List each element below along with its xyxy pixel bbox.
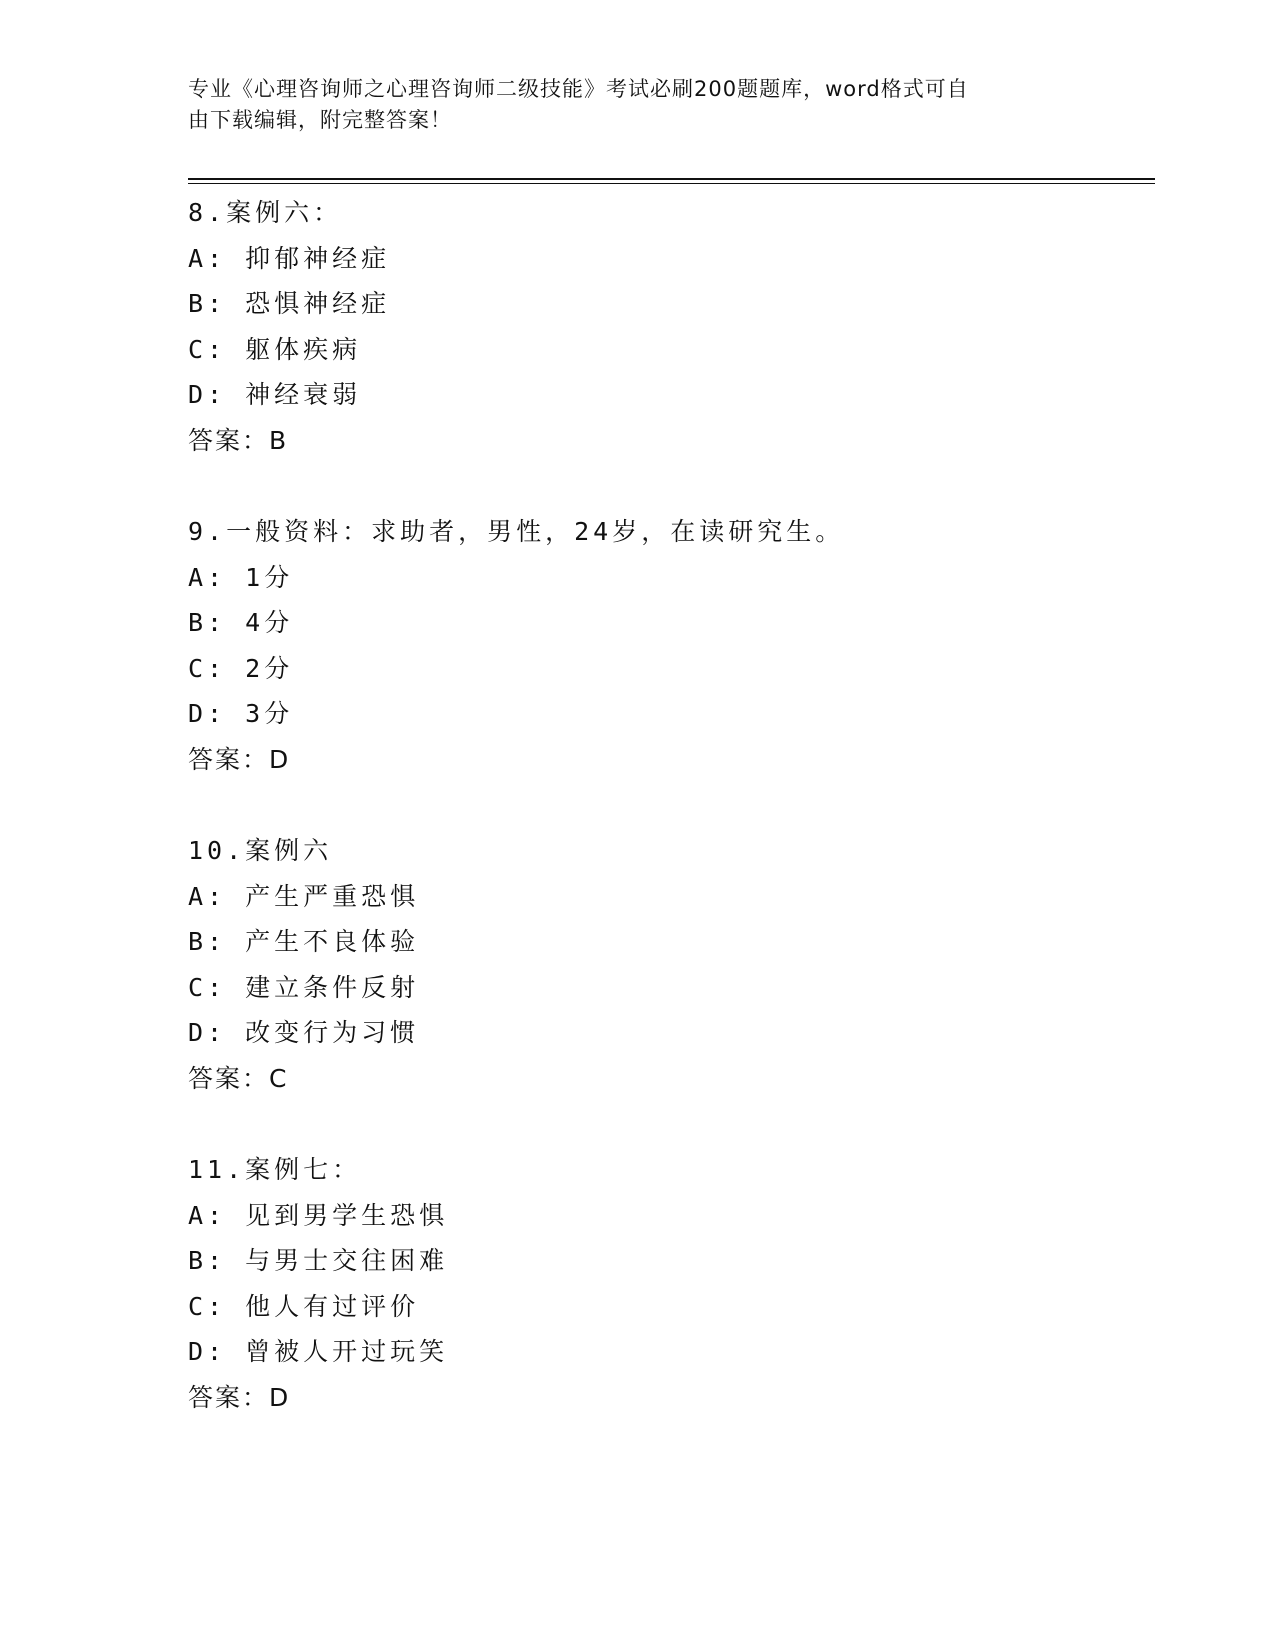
option-b: B: 4分 [188,608,294,637]
question-stem: 10.案例六 [188,836,333,865]
question-list [188,190,1148,1466]
question-item [188,828,1148,1101]
option-d: D: 神经衰弱 [188,380,362,409]
option-d: D: 曾被人开过玩笑 [188,1337,449,1366]
header-divider-thick [188,178,1155,180]
option-a: A: 见到男学生恐惧 [188,1200,449,1230]
question-stem: 11.案例七： [188,1155,362,1184]
option-b: B: 恐惧神经症 [188,289,391,318]
answer-line: 答案：D [188,1382,291,1412]
question-item [188,509,1148,782]
header-line-2: 由下载编辑，附完整答案！ [188,108,452,132]
question-item [188,190,1148,463]
answer-line: 答案：D [188,744,291,774]
option-a: A: 产生严重恐惧 [188,881,420,911]
option-d: D: 3分 [188,699,294,728]
answer-line: 答案：B [188,425,289,455]
option-c: C: 躯体疾病 [188,334,362,364]
header-divider-thin [188,183,1155,184]
question-stem: 9.一般资料：求助者，男性，24岁，在读研究生。 [188,517,845,546]
document-header [188,74,1058,136]
question-item [188,1147,1148,1420]
option-b: B: 与男士交往困难 [188,1246,449,1275]
option-c: C: 他人有过评价 [188,1291,420,1321]
option-a: A: 抑郁神经症 [188,243,391,273]
option-d: D: 改变行为习惯 [188,1018,420,1047]
option-a: A: 1分 [188,562,294,592]
header-line-1: 专业《心理咨询师之心理咨询师二级技能》考试必刷200题题库，word格式可自 [188,77,969,101]
answer-line: 答案：C [188,1063,289,1093]
option-c: C: 2分 [188,653,294,683]
option-c: C: 建立条件反射 [188,972,420,1002]
option-b: B: 产生不良体验 [188,927,420,956]
question-stem: 8.案例六： [188,198,343,227]
